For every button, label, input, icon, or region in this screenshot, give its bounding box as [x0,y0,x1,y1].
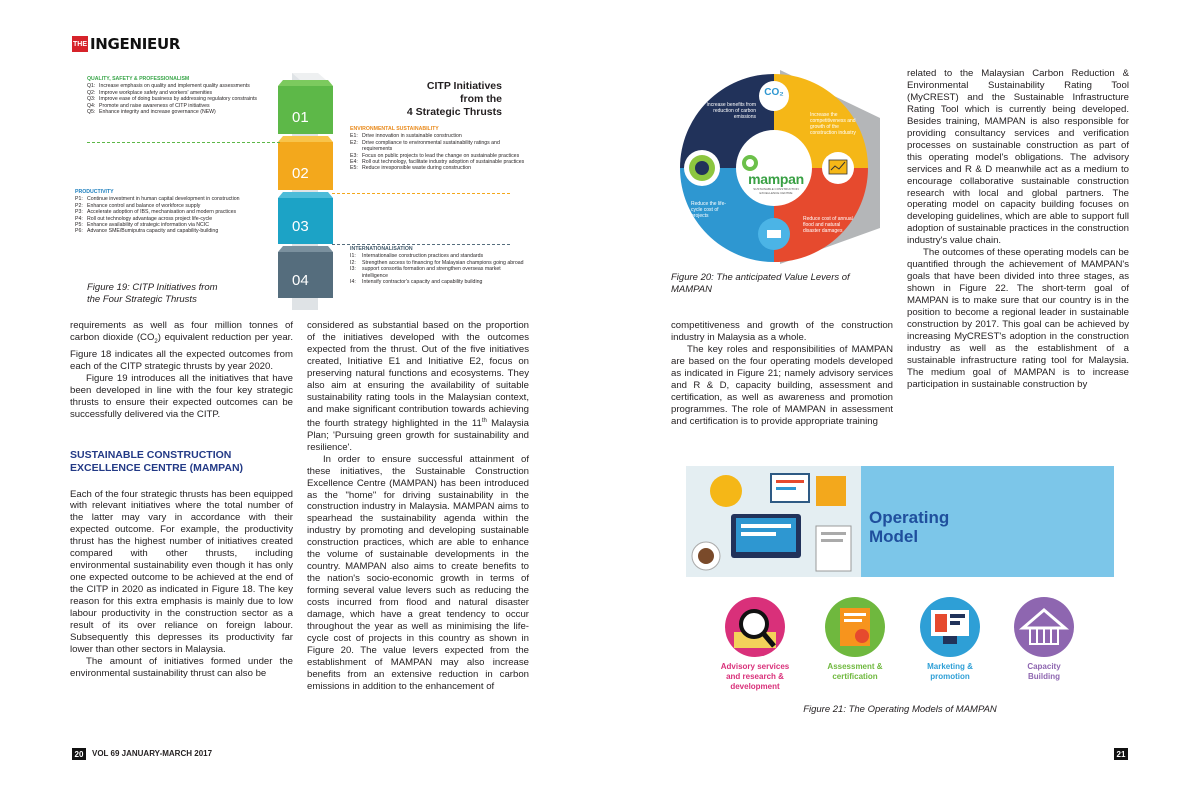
initiative-code: E5: [350,165,358,172]
initiative-text: Improve workplace safety and workers' amenities [99,89,213,96]
certification-icon [824,596,886,658]
initiative-code: Q5: [87,109,96,116]
label-flood: Reduce cost of annual flood and natural disaster damages [803,216,853,234]
initiative-code: Q4: [87,102,96,109]
initiative-code: E3: [350,152,358,159]
marketing-icon [919,596,981,658]
initiative-code: I2: [350,259,356,266]
page-number-right: 21 [1114,748,1128,760]
magazine-logo [72,35,180,53]
figure-21-caption: Figure 21: The Operating Models of MAMPAN [803,704,997,715]
pillar-number-04: 04 [292,272,309,289]
initiative-code: P4: [75,215,83,222]
initiative-code: P3: [75,209,83,216]
environment-initiatives: ENVIRONMENTAL SUSTAINABILITY E1: Drive innovation in sustainable construction E2: Drive compliance to environmental sustainability ratings and requirements E3: Focus on public projects to lead the change on sustainable practices E4: Roll out technology, facilitate industry adoption of sustainable practices E5: Reduce irresponsible waste during construction [350,126,530,172]
initiative-text: Improve ease of doing business by addressing regulatory constraints [99,96,258,103]
productivity-initiatives: PRODUCTIVITY P1: Continue investment in human capital development in construction P2: Enhance control and balance of workforce supply P3: Accelerate adoption of IBS, mechanisation and modern practices P4: Roll out technology advantage across project life-cycle P5: Enhance availability of strategic information via NCIC P6: Advance SME/Bumiputra capacity and capability-building [75,189,275,235]
initiative-code: Q1: [87,83,96,90]
column-4 [907,68,1129,391]
initiative-code: Q3: [87,96,96,103]
label-competitiveness: Increase the competitiveness and growth of the construction industry [810,112,856,136]
issue-label: VOL 69 JANUARY-MARCH 2017 [92,749,213,758]
pillar-number-02: 02 [292,165,309,182]
initiative-text: Roll out technology advantage across project life-cycle [87,215,213,222]
label-carbon: Increase benefits from reduction of carbon emissions [706,102,756,120]
label-lifecycle: Reduce the life-cycle cost of projects [691,201,727,219]
figure-19-title: CITP Initiatives from the 4 Strategic Thrusts [406,80,502,118]
logo-ingenieur: INGENIEUR [90,35,181,53]
initiative-item [350,279,528,285]
col4-para-2: The outcomes of these operating models can be quantified through the achievement of MAMPAN's goals that have been divided into three stages, as shown in Figure 22. The short-term goal of MAMPAN is to make sure that our country is in the position to become a regional leader in sustainable construction by 2017. This goal can be achieved by increasing MyCREST's adoption in the construction industry as well as the establishment of a sustainable infrastructure rating tool for Malaysia. The medium goal of MAMPAN is to increase participation in sustainable construction by [907,247,1129,390]
section-heading: SUSTAINABLE CONSTRUCTION EXCELLENCE CENTRE (MAMPAN) [70,448,244,474]
model-capacity: Capacity Building [999,596,1089,682]
initiative-code: P2: [75,202,83,209]
initiative-text: Intensify contractor's capacity and capability building [362,279,483,286]
initiative-text: Roll out technology, facilitate industry adoption of sustainable practices [362,159,525,166]
initiative-text: Drive compliance to environmental sustainability ratings and requirements [362,139,500,153]
initiative-item [350,266,528,279]
col2-para-1: considered as substantial based on the proportion of the initiatives developed with the outcomes expected from the thrust. Out of the five initiatives created, Initiative E1 and Initiative E2, focus on preserving natural functions and ecosystems. They also aim at ensuring the availability of suitable sustainability rating tools in the Malaysian context, and make significant contribution towards achieving the fourth strategy highlighted in the 11th Malaysia Plan; 'Pursuing green growth for sustainability and resilience'. [307,320,529,453]
initiative-code: I3: [350,266,356,273]
initiative-code: I4: [350,279,356,286]
col3-para-2: The key roles and responsibilities of MAMPAN are based on the four operating models developed as indicated in Figure 21; namely advisory services and R & D, capacity building, assessment and certification, as well as awareness and promotion programmes. The role of MAMPAN in assessment and certification is to provide appropriate training [671,343,893,427]
initiative-text: Enhance control and balance of workforce supply [87,202,201,209]
initiative-item [350,140,530,153]
initiative-text: Reduce irresponsible waste during construction [362,165,471,172]
initiative-text: Drive innovation in sustainable construction [362,133,462,140]
col2-para-2: In order to ensure successful attainment of these initiatives, the Sustainable Construction Excellence Centre (MAMPAN) has been introduced as the "home" for driving sustainability in the construction industry in Malaysia. MAMPAN aims to spearhead the sustainability agenda within the industry by promoting and developing sustainable construction practices, which are able to enhance the volume of sustainable developments in the country. MAMPAN also aims to create benefits to the nation's socio-economic growth in terms of forming several value levers such as reducing the costs incurred from flood and natural disaster damage, which have a great tendency to occur throughout the year as well as minimising the life-cycle cost of projects in this country as shown in Figure 20. The value levers expected from the establishment of MAMPAN may also increase benefits from an extensive reduction in carbon emissions in addition to the enhancement of [307,453,529,692]
initiative-item [75,228,275,234]
model-advisory: Advisory services and research & development [710,596,800,692]
pillar-number-01: 01 [292,109,309,126]
value-levers-diagram [668,68,890,268]
initiative-text: Strengthen access to financing for Malaysian champions going abroad [362,259,524,266]
initiative-code: E1: [350,133,358,140]
initiative-code: P5: [75,222,83,229]
model-marketing: Marketing & promotion [905,596,995,682]
logo-the: THE [72,36,88,52]
initiative-item [350,165,530,171]
operating-model-banner [686,466,1114,577]
initiative-text: Increase emphasis on quality and implement quality assessments [99,83,250,90]
initiative-text: Accelerate adoption of IBS, mechanisation and modern practices [87,209,237,216]
column-1 [70,320,293,680]
column-2 [307,320,529,693]
initiative-code: E2: [350,139,358,146]
initiative-text: Continue investment in human capital development in construction [87,196,240,203]
column-3 [671,320,893,428]
initiative-text: Enhance integrity and increase governance (NEW) [99,109,216,116]
initiative-code: Q2: [87,89,96,96]
pillar-number-03: 03 [292,218,309,235]
initiative-text: Advance SME/Bumiputra capacity and capability-building [87,228,219,235]
col1-para-2: Figure 19 introduces all the initiatives that have been developed in line with the four key strategic thrusts to ensure their expected outcomes can be successfully delivered via the CITP. [70,372,293,420]
initiative-text: Internationalise construction practices and standards [362,253,484,260]
initiative-text: support consortia formation and strengthen overseas market intelligence [362,266,501,279]
co2-icon: CO₂ [764,87,784,98]
initiative-code: P1: [75,196,83,203]
quality-initiatives: QUALITY, SAFETY & PROFESSIONALISM Q1: Increase emphasis on quality and implement quality assessments Q2: Improve workplace safety and workers' amenities Q3: Improve ease of doing business by addressing regulatory constraints Q4: Promote and raise awareness of CITP initiatives Q5: Enhance integrity and increase governance (NEW) [87,76,267,115]
building-icon [1013,596,1075,658]
thrust-pillar [270,68,340,313]
initiative-text: Promote and raise awareness of CITP initiatives [99,102,210,109]
international-initiatives: INTERNATIONALISATION I1: Internationalise construction practices and standards I2: Strengthen access to financing for Malaysian champions going abroad I3: support consortia formation and strengthen overseas market intelligence I4: Intensify contractor's capacity and capability building [350,246,528,285]
figure-21 [686,466,1114,718]
figure-19 [70,68,530,308]
page-number-left: 20 [72,748,86,760]
initiative-text: Enhance availability of strategic information via NCIC [87,222,209,229]
initiative-text: Focus on public projects to lead the change on sustainable practices [362,152,520,159]
col1-para-1: requirements as well as four million tonnes of carbon dioxide $(CO_2)$ equivalent reduction per year. Figure 18 indicates all the expected outcomes from each of the CITP strategic thrusts by year 2020. [70,320,294,372]
col3-para-1: competitiveness and growth of the construction industry in Malaysia as a whole. [671,320,893,343]
figure-19-caption: Figure 19: CITP Initiatives from the Four Strategic Thrusts [87,282,218,305]
figure-20-caption: Figure 20: The anticipated Value Levers of MAMPAN [671,272,850,295]
research-icon [724,596,786,658]
mampan-logo: mampan SUSTAINABLE CONSTRUCTION EXCELLENCE CENTRE [748,171,804,195]
col1-para-4: The amount of initiatives formed under the environmental sustainability thrust can also be [70,655,293,679]
initiative-code: E4: [350,159,358,166]
col1-para-3: Each of the four strategic thrusts has been equipped with relevant initiatives where the total number of the latter may vary in accordance with their expected outcome. For example, the productivity thrust has the highest number of initiatives created compared with other thrusts, including environmental sustainability even though it has only one expected outcome to be achieved at the end of the CITP in 2020 as indicated in Figure 18. The key reason for this extra emphasis is mainly due to low labour productivity in the construction sector as a result of its over reliance on foreign labour. Subsequently this depresses its productivity far lower than other sectors in Malaysia. [70,488,293,655]
initiative-item [87,109,267,115]
model-assessment: Assessment & certification [810,596,900,682]
initiative-code: I1: [350,253,356,260]
figure-20 [668,68,890,300]
col4-para-1: related to the Malaysian Carbon Reduction & Environmental Sustainability Rating Tool (MyCREST) and the Sustainable Infrastructure Rating Tool which is currently being developed. Besides training, MAMPAN is also responsible for providing consultancy services and verification processes on sustainable construction as part of this operating model's obligations. The advisory services and R & D meanwhile act as a medium to encourage collaborative sustainable construction research with local and global partners. The operating model on capacity building focuses on developing guidelines, which are able to support full adoption of sustainable practices in the construction industry's value chain. [907,68,1129,247]
initiative-code: P6: [75,228,83,235]
operating-model-title: Operating Model [869,508,950,546]
desk-illustration [686,466,861,577]
